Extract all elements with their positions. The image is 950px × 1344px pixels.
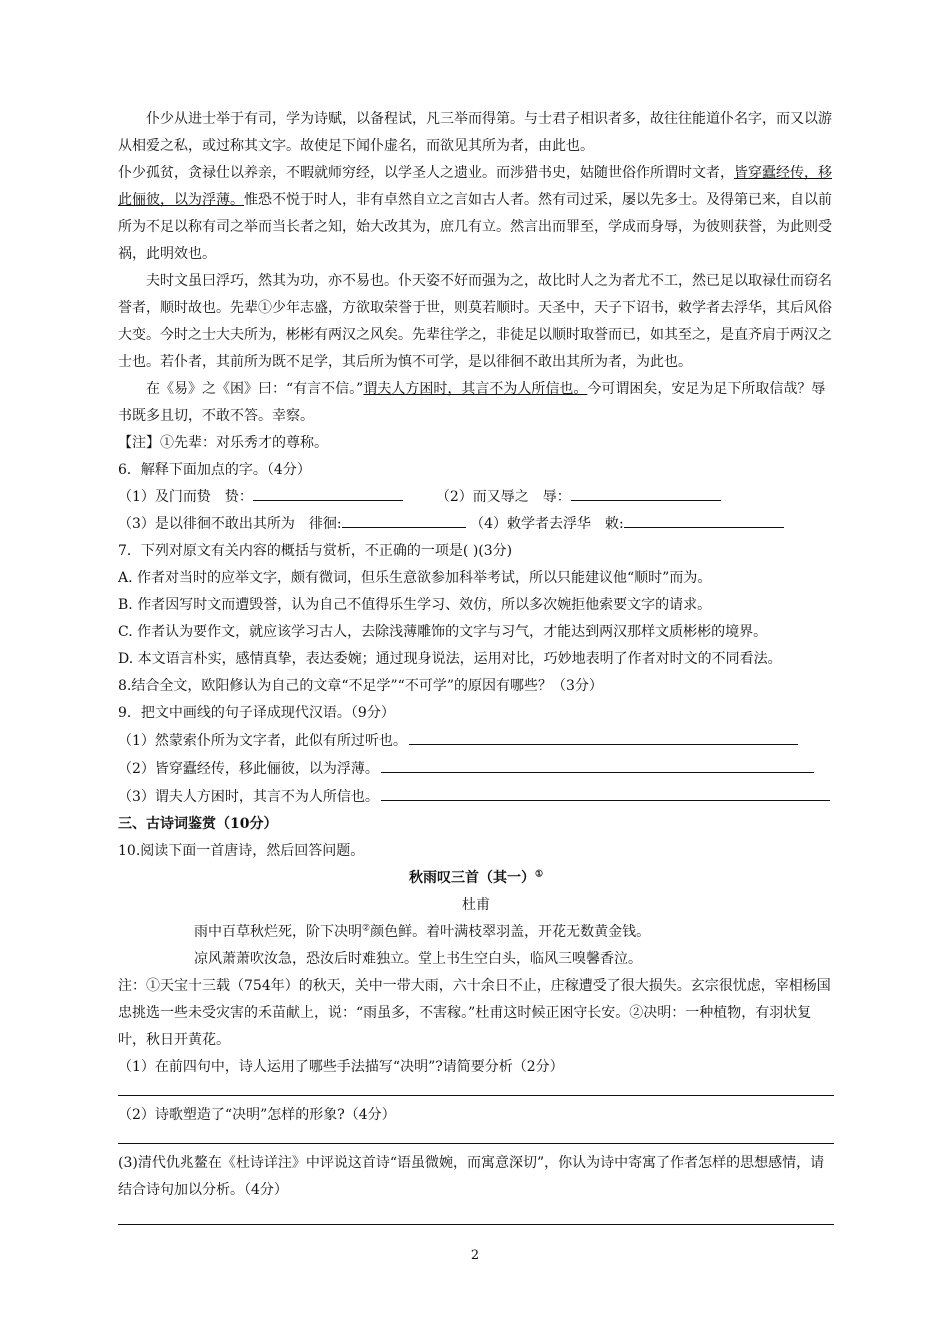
question-7-option-d: D. 本文语言朴实，感情真挚，表达委婉；通过现身说法，运用对比，巧妙地表明了作者对时文的不同看法。 [118, 651, 782, 667]
footnote-mark: ② [362, 923, 371, 934]
question-7-stem: 7．下列对原文有关内容的概括与赏析，不正确的一项是( )(3分) [118, 543, 513, 559]
page-number: 2 [470, 1248, 480, 1263]
question-6-item: （3）是以徘徊不敢出其所为 徘徊: [118, 516, 342, 532]
underlined-sentence: 谓夫人方困时，其言不为人所信也。 [363, 381, 588, 397]
question-9-item-2 [118, 755, 814, 783]
passage-text: 仆少孤贫，贪禄仕以养亲，不暇就师穷经，以学圣人之遗业。而涉猎书史，姑随世俗作所谓时文者， [118, 165, 734, 181]
question-7-option-c: C. 作者认为要作文，就应该学习古人，去除浅薄雕饰的文字与习气，才能达到两汉那样文质彬彬的境界。 [118, 624, 768, 640]
answer-blank[interactable] [624, 511, 784, 528]
question-10-sub-3: (3)清代仇兆鳌在《杜诗详注》中评说这首诗“语虽微婉，而寓意深切”，你认为诗中寄寓了作者怎样的思想感情，请结合诗句加以分析。（4分） [118, 1155, 825, 1198]
question-6-row-2 [118, 511, 834, 538]
footnote-mark: ① [534, 869, 544, 880]
question-6-item: （2）而又辱之 辱： [435, 489, 571, 505]
poem-text: 雨中百草秋烂死，阶下决明 [194, 924, 362, 940]
passage-paragraph-4 [118, 376, 834, 430]
answer-line[interactable] [118, 1081, 834, 1096]
question-6-item: （1）及门而贽 贽： [118, 489, 253, 505]
passage-text: 在《易》之《困》曰：“有言不信。” [146, 381, 364, 397]
question-9-item-3 [118, 783, 830, 811]
poem-title-text: 秋雨叹三首（其一） [408, 870, 535, 886]
question-9-stem: 9．把文中画线的句子译成现代汉语。（9分） [118, 705, 395, 721]
question-10-stem: 10.阅读下面一首唐诗，然后回答问题。 [118, 843, 365, 859]
question-8-stem: 8.结合全文，欧阳修认为自己的文章“不足学”“不可学”的原因有哪些？（3分） [118, 678, 603, 694]
passage-text: 惟恐不悦于时人，非有卓然自立之言如古人者。然有司过采，屡以先多士。及得第已来，自以前所为不足以称有司之举而当长者之知，始大改其为，庶几有立。然言出而罪至，学成而身辱，为彼则获誉，为此则受祸，此明效也。 [118, 192, 832, 262]
question-9-item-1 [118, 727, 798, 755]
question-10-sub-1: （1）在前四句中，诗人运用了哪些手法描写“决明”?请简要分析（2分） [118, 1059, 564, 1075]
question-10-sub-2: （2）诗歌塑造了“决明”怎样的形象?（4分） [118, 1107, 396, 1123]
passage-paragraph-1: 仆少从进士举于有司，学为诗赋，以备程试，凡三举而得第。与士君子相识者多，故往往能道仆名字，而又以游从相爱之私，或过称其文字。故使足下闻仆虚名，而欲见其所为者，由此也。 [118, 111, 832, 154]
answer-line[interactable] [381, 755, 814, 773]
section-3-title: 三、古诗词鉴赏（10分） [118, 816, 278, 832]
question-9-sentence: （1）然蒙索仆所为文字者，此似有所过听也。 [118, 733, 407, 749]
passage-text: 今可谓困矣，安足为足下所取信哉？辱书既多且切，不敢不答。幸察。 [118, 381, 826, 424]
passage-paragraph-3: 夫时文虽曰浮巧，然其为功，亦不易也。仆天姿不好而强为之，故比时人之为者尤不工，然已足以取禄仕而窃名誉者，顺时故也。先辈①少年志盛，方欲取荣誉于世，则莫若顺时。天圣中，天子下诏书，敕学者去浮华，其后风俗大变。今时之士大夫所为，彬彬有两汉之风矣。先辈往学之，非徒足以顺时取誉而已，如其至之，是直齐肩于两汉之士也。若仆者，其前所为既不足学，其后所为慎不可学，是以徘徊不敢出其所为者，为此也。 [118, 273, 832, 370]
question-9-sentence: （2）皆穿蠹经传，移此俪彼，以为浮薄。 [118, 761, 379, 777]
answer-blank[interactable] [571, 484, 721, 501]
question-7-option-b: B. 作者因写时文而遭毁誉，认为自己不值得乐生学习、效仿，所以多次婉拒他索要文字的请求。 [118, 597, 712, 613]
answer-blank[interactable] [253, 484, 403, 501]
poem-title [118, 865, 834, 892]
poem-note: 注：①天宝十三载（754年）的秋天，关中一带大雨，六十余日不止，庄稼遭受了很大损失。玄宗很忧虑，宰相杨国忠挑选一些未受灾害的禾苗献上，说：“雨虽多，不害稼。”杜甫这时候正困守长安。②决明：一种植物，有羽状复叶，秋日开黄花。 [118, 978, 831, 1048]
answer-blank[interactable] [342, 511, 466, 528]
poem-author: 杜甫 [462, 897, 490, 913]
question-9-sentence: （3）谓夫人方困时，其言不为人所信也。 [118, 789, 379, 805]
underlined-sentence: 皆穿蠹经传，移此俪彼，以为浮薄。 [118, 165, 832, 208]
answer-line[interactable] [409, 727, 798, 745]
answer-line[interactable] [381, 783, 830, 801]
passage-paragraph-2 [118, 160, 834, 268]
poem-text: 颜色鲜。着叶满枝翠羽盖，开花无数黄金钱。 [370, 924, 651, 940]
poem-line-2: 凉风萧萧吹汝急，恐汝后时难独立。堂上书生空白头，临风三嗅馨香泣。 [194, 951, 642, 967]
poem-line-1 [118, 919, 834, 946]
answer-line[interactable] [118, 1204, 834, 1225]
passage-note: 【注】①先辈：对乐秀才的尊称。 [118, 435, 328, 451]
question-6-stem: 6．解释下面加点的字。（4分） [118, 462, 311, 478]
question-6-item: （4）敕学者去浮华 敕: [470, 516, 624, 532]
answer-line[interactable] [118, 1129, 834, 1144]
question-6-row-1 [118, 484, 834, 511]
question-7-option-a: A. 作者对当时的应举文字，颇有微词，但乐生意欲参加科举考试，所以只能建议他“顺时”而为。 [118, 570, 712, 586]
document-page [118, 106, 834, 1231]
